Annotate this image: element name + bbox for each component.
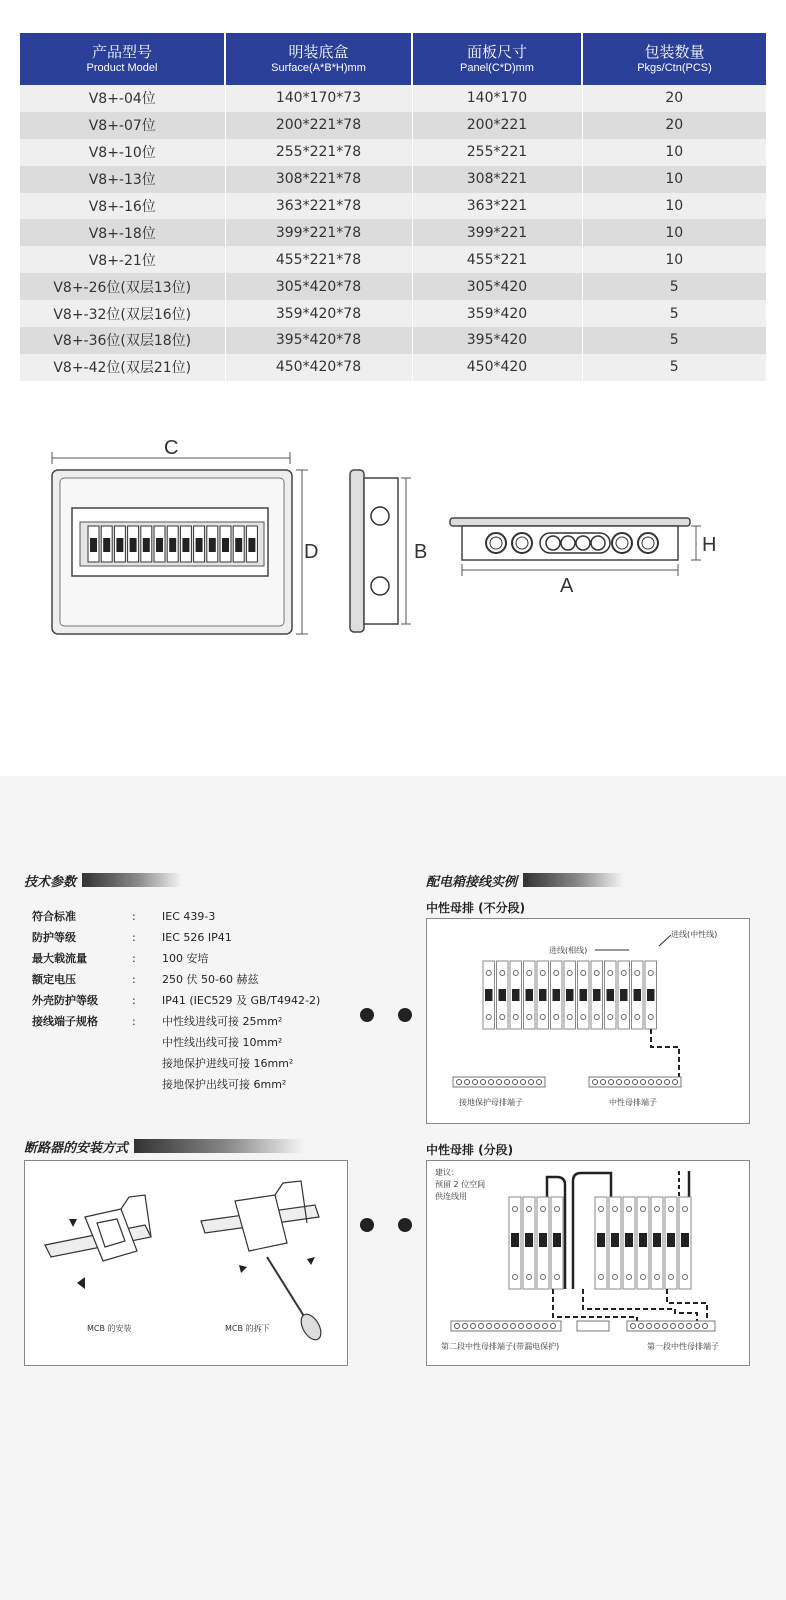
param-key: 额定电压 [32, 973, 76, 986]
terminal-screw [497, 1080, 502, 1085]
cell-model: V8+-04位 [20, 85, 225, 112]
terminal-screw [687, 1324, 692, 1329]
breaker-module [618, 961, 630, 1029]
mcb-box [24, 1160, 348, 1366]
terminal-screw [481, 1080, 486, 1085]
breaker-module [510, 961, 522, 1029]
param-value: IEC 526 IP41 [162, 931, 232, 944]
side-view [350, 470, 427, 632]
breaker-module [167, 526, 178, 562]
cell-panel: 308*221 [412, 166, 582, 193]
terminal-screw [529, 1080, 534, 1085]
cell-surface: 200*221*78 [225, 112, 412, 139]
breaker-module [665, 1197, 677, 1289]
breaker-module [679, 1197, 691, 1289]
param-key: 接线端子规格 [32, 1015, 98, 1028]
terminal-screw [671, 1324, 676, 1329]
terminal-screw [495, 1324, 500, 1329]
cell-pkgs: 5 [582, 273, 766, 300]
cell-surface: 455*221*78 [225, 246, 412, 273]
terminal-screw [551, 1324, 556, 1329]
param-colon: : [132, 994, 136, 1007]
param-value: IEC 439-3 [162, 910, 216, 923]
breaker-module [180, 526, 191, 562]
terminal-screw [505, 1080, 510, 1085]
param-colon: : [132, 1015, 136, 1028]
terminal-screw [519, 1324, 524, 1329]
cell-pkgs: 20 [582, 112, 766, 139]
cell-pkgs: 10 [582, 166, 766, 193]
terminal-screw [465, 1080, 470, 1085]
breaker-module [632, 961, 644, 1029]
param-row [32, 1011, 362, 1032]
cell-panel: 305*420 [412, 273, 582, 300]
terminal-screw [657, 1080, 662, 1085]
breaker-module [623, 1197, 635, 1289]
dot-2 [398, 1008, 412, 1022]
suggest-line-2: 预留 2 位空间 [435, 1180, 486, 1189]
terminal-screw [535, 1324, 540, 1329]
breaker-module [497, 961, 509, 1029]
label-c: C [164, 437, 179, 459]
breaker-module [524, 961, 536, 1029]
cell-model: V8+-42位(双层21位) [20, 354, 225, 381]
table-row [20, 139, 766, 166]
table-row [20, 166, 766, 193]
terminal-screw [673, 1080, 678, 1085]
table-header-row [20, 33, 766, 85]
breaker-module [101, 526, 112, 562]
param-colon: : [132, 952, 136, 965]
breaker-module [483, 961, 495, 1029]
cell-pkgs: 10 [582, 139, 766, 166]
cell-pkgs: 20 [582, 85, 766, 112]
param-key: 外壳防护等级 [32, 994, 98, 1007]
arrow-down-icon [69, 1219, 77, 1227]
cell-pkgs: 5 [582, 327, 766, 354]
breaker-module [114, 526, 125, 562]
breaker-module [207, 526, 218, 562]
terminal-screw [471, 1324, 476, 1329]
mcb-title: 断路器的安装方式 [24, 1136, 304, 1156]
mcb-remove-label: MCB 的拆下 [225, 1324, 270, 1333]
table-row [20, 300, 766, 327]
top-view [450, 518, 716, 597]
cell-model: V8+-32位(双层16位) [20, 300, 225, 327]
label-d: D [304, 541, 319, 563]
suggest-line-1: 建议： [435, 1168, 459, 1177]
terminal-screw [665, 1080, 670, 1085]
param-value: 100 安培 [162, 952, 209, 965]
terminal-screw [537, 1080, 542, 1085]
breaker-module [194, 526, 205, 562]
cell-surface: 255*221*78 [225, 139, 412, 166]
cell-pkgs: 5 [582, 300, 766, 327]
breaker-module [154, 526, 165, 562]
breaker-module [233, 526, 244, 562]
breaker-module [128, 526, 139, 562]
cell-model: V8+-36位(双层18位) [20, 327, 225, 354]
terminal-screw [473, 1080, 478, 1085]
terminal-screw [487, 1324, 492, 1329]
breaker-module [523, 1197, 535, 1289]
param-extra: 接地保护出线可接 6mm² [162, 1078, 287, 1091]
param-value: 中性线进线可接 25mm² [162, 1015, 283, 1028]
breaker-module [637, 1197, 649, 1289]
breaker-module [591, 961, 603, 1029]
param-row [32, 990, 362, 1011]
terminal-screw [513, 1080, 518, 1085]
terminal-screw [601, 1080, 606, 1085]
breaker-module [645, 961, 657, 1029]
breaker-module [220, 526, 231, 562]
table-row [20, 327, 766, 354]
terminal-screw [609, 1080, 614, 1085]
terminal-screw [617, 1080, 622, 1085]
cell-surface: 305*420*78 [225, 273, 412, 300]
header-pkgs: 包装数量 Pkgs/Ctn(PCS) [582, 33, 766, 85]
header-panel: 面板尺寸 Panel(C*D)mm [412, 33, 582, 85]
param-extra: 接地保护进线可接 16mm² [162, 1057, 294, 1070]
terminal-screw [625, 1080, 630, 1085]
breaker-module [595, 1197, 607, 1289]
param-row [32, 906, 362, 927]
table-row [20, 354, 766, 381]
terminal-screw [703, 1324, 708, 1329]
terminal-screw [593, 1080, 598, 1085]
terminal-screw [455, 1324, 460, 1329]
cell-pkgs: 5 [582, 354, 766, 381]
cell-pkgs: 10 [582, 193, 766, 220]
neutral-split-title: 中性母排 (分段) [426, 1143, 514, 1157]
label-phase-in: 进线(相线) [549, 946, 588, 955]
wiring-single-box [426, 918, 750, 1124]
front-view [52, 437, 318, 634]
terminal-screw [479, 1324, 484, 1329]
terminal-screw [631, 1324, 636, 1329]
terminal-screw [511, 1324, 516, 1329]
dot-4 [398, 1218, 412, 1232]
wiring-title: 配电箱接线实例 [426, 870, 623, 890]
breaker-module [551, 1197, 563, 1289]
breaker-module [651, 1197, 663, 1289]
label-neutral-term: 中性母排端子 [609, 1098, 657, 1107]
cell-panel: 140*170 [412, 85, 582, 112]
cell-model: V8+-21位 [20, 246, 225, 273]
param-value: IP41 (IEC529 及 GB/T4942-2) [162, 994, 321, 1007]
cell-panel: 200*221 [412, 112, 582, 139]
cell-pkgs: 10 [582, 246, 766, 273]
cell-surface: 359*420*78 [225, 300, 412, 327]
cell-panel: 359*420 [412, 300, 582, 327]
mcb-install-label: MCB 的安装 [87, 1324, 132, 1333]
dot-3 [360, 1218, 374, 1232]
cell-surface: 399*221*78 [225, 219, 412, 246]
breaker-module [246, 526, 257, 562]
cell-surface: 363*221*78 [225, 193, 412, 220]
table-row [20, 219, 766, 246]
param-row [32, 927, 362, 948]
suggest-line-3: 供连线用 [435, 1192, 467, 1201]
cell-model: V8+-26位(双层13位) [20, 273, 225, 300]
terminal-screw [647, 1324, 652, 1329]
breaker-module [141, 526, 152, 562]
arrow-left-icon [77, 1277, 85, 1289]
mcb-install-illustration [45, 1195, 151, 1261]
breaker-module [88, 526, 99, 562]
param-key: 符合标准 [32, 910, 76, 923]
cell-panel: 399*221 [412, 219, 582, 246]
terminal-screw [543, 1324, 548, 1329]
table-row [20, 112, 766, 139]
terminal-screw [639, 1324, 644, 1329]
param-colon: : [132, 931, 136, 944]
table-row [20, 273, 766, 300]
breaker-module [578, 961, 590, 1029]
cell-model: V8+-10位 [20, 139, 225, 166]
terminal-screw [463, 1324, 468, 1329]
breaker-module [551, 961, 563, 1029]
param-extra: 中性线出线可接 10mm² [162, 1036, 283, 1049]
cell-panel: 363*221 [412, 193, 582, 220]
label-b: B [414, 541, 428, 563]
terminal-screw [457, 1080, 462, 1085]
breaker-module [509, 1197, 521, 1289]
table-row [20, 246, 766, 273]
dimension-drawing [40, 430, 740, 650]
header-model: 产品型号 Product Model [20, 33, 225, 85]
label-a: A [560, 575, 574, 597]
terminal-screw [527, 1324, 532, 1329]
dot-1 [360, 1008, 374, 1022]
breaker-module [537, 1197, 549, 1289]
label-h: H [702, 534, 717, 556]
header-surface: 明装底盒 Surface(A*B*H)mm [225, 33, 412, 85]
param-key: 防护等级 [32, 931, 76, 944]
cell-model: V8+-18位 [20, 219, 225, 246]
spec-table [20, 33, 766, 381]
breaker-module [605, 961, 617, 1029]
cell-panel: 455*221 [412, 246, 582, 273]
param-colon: : [132, 910, 136, 923]
param-colon: : [132, 973, 136, 986]
label-neutral-in: 进线(中性线) [671, 930, 718, 939]
table-row [20, 85, 766, 112]
terminal-screw [633, 1080, 638, 1085]
terminal-screw [649, 1080, 654, 1085]
arrow-down-left-icon [239, 1265, 247, 1273]
cell-model: V8+-13位 [20, 166, 225, 193]
terminal-screw [663, 1324, 668, 1329]
cell-panel: 395*420 [412, 327, 582, 354]
terminal-screw [641, 1080, 646, 1085]
cell-surface: 308*221*78 [225, 166, 412, 193]
cell-surface: 395*420*78 [225, 327, 412, 354]
mcb-remove-illustration [201, 1181, 325, 1343]
param-row [32, 969, 362, 990]
label-first-term: 第一段中性母排端子 [647, 1342, 719, 1351]
cell-surface: 140*170*73 [225, 85, 412, 112]
terminal-screw [695, 1324, 700, 1329]
cell-model: V8+-07位 [20, 112, 225, 139]
cell-model: V8+-16位 [20, 193, 225, 220]
terminal-screw [521, 1080, 526, 1085]
terminal-screw [655, 1324, 660, 1329]
label-second-term: 第二段中性母排端子(带漏电保护) [441, 1342, 560, 1351]
cell-panel: 450*420 [412, 354, 582, 381]
breaker-module [537, 961, 549, 1029]
table-row [20, 193, 766, 220]
tech-params [32, 906, 362, 1095]
wiring-split-box [426, 1160, 750, 1366]
label-ground-term: 接地保护母排端子 [459, 1098, 523, 1107]
param-key: 最大载流量 [32, 952, 87, 965]
cell-pkgs: 10 [582, 219, 766, 246]
neutral-single-title: 中性母排 (不分段) [426, 901, 526, 915]
cell-panel: 255*221 [412, 139, 582, 166]
tech-title: 技术参数 [24, 870, 182, 890]
terminal-screw [489, 1080, 494, 1085]
breaker-module [564, 961, 576, 1029]
cell-surface: 450*420*78 [225, 354, 412, 381]
breaker-module [609, 1197, 621, 1289]
param-row [32, 948, 362, 969]
terminal-screw [679, 1324, 684, 1329]
param-value: 250 伏 50-60 赫兹 [162, 973, 259, 986]
terminal-screw [503, 1324, 508, 1329]
arrow-up-right-icon [307, 1257, 315, 1265]
